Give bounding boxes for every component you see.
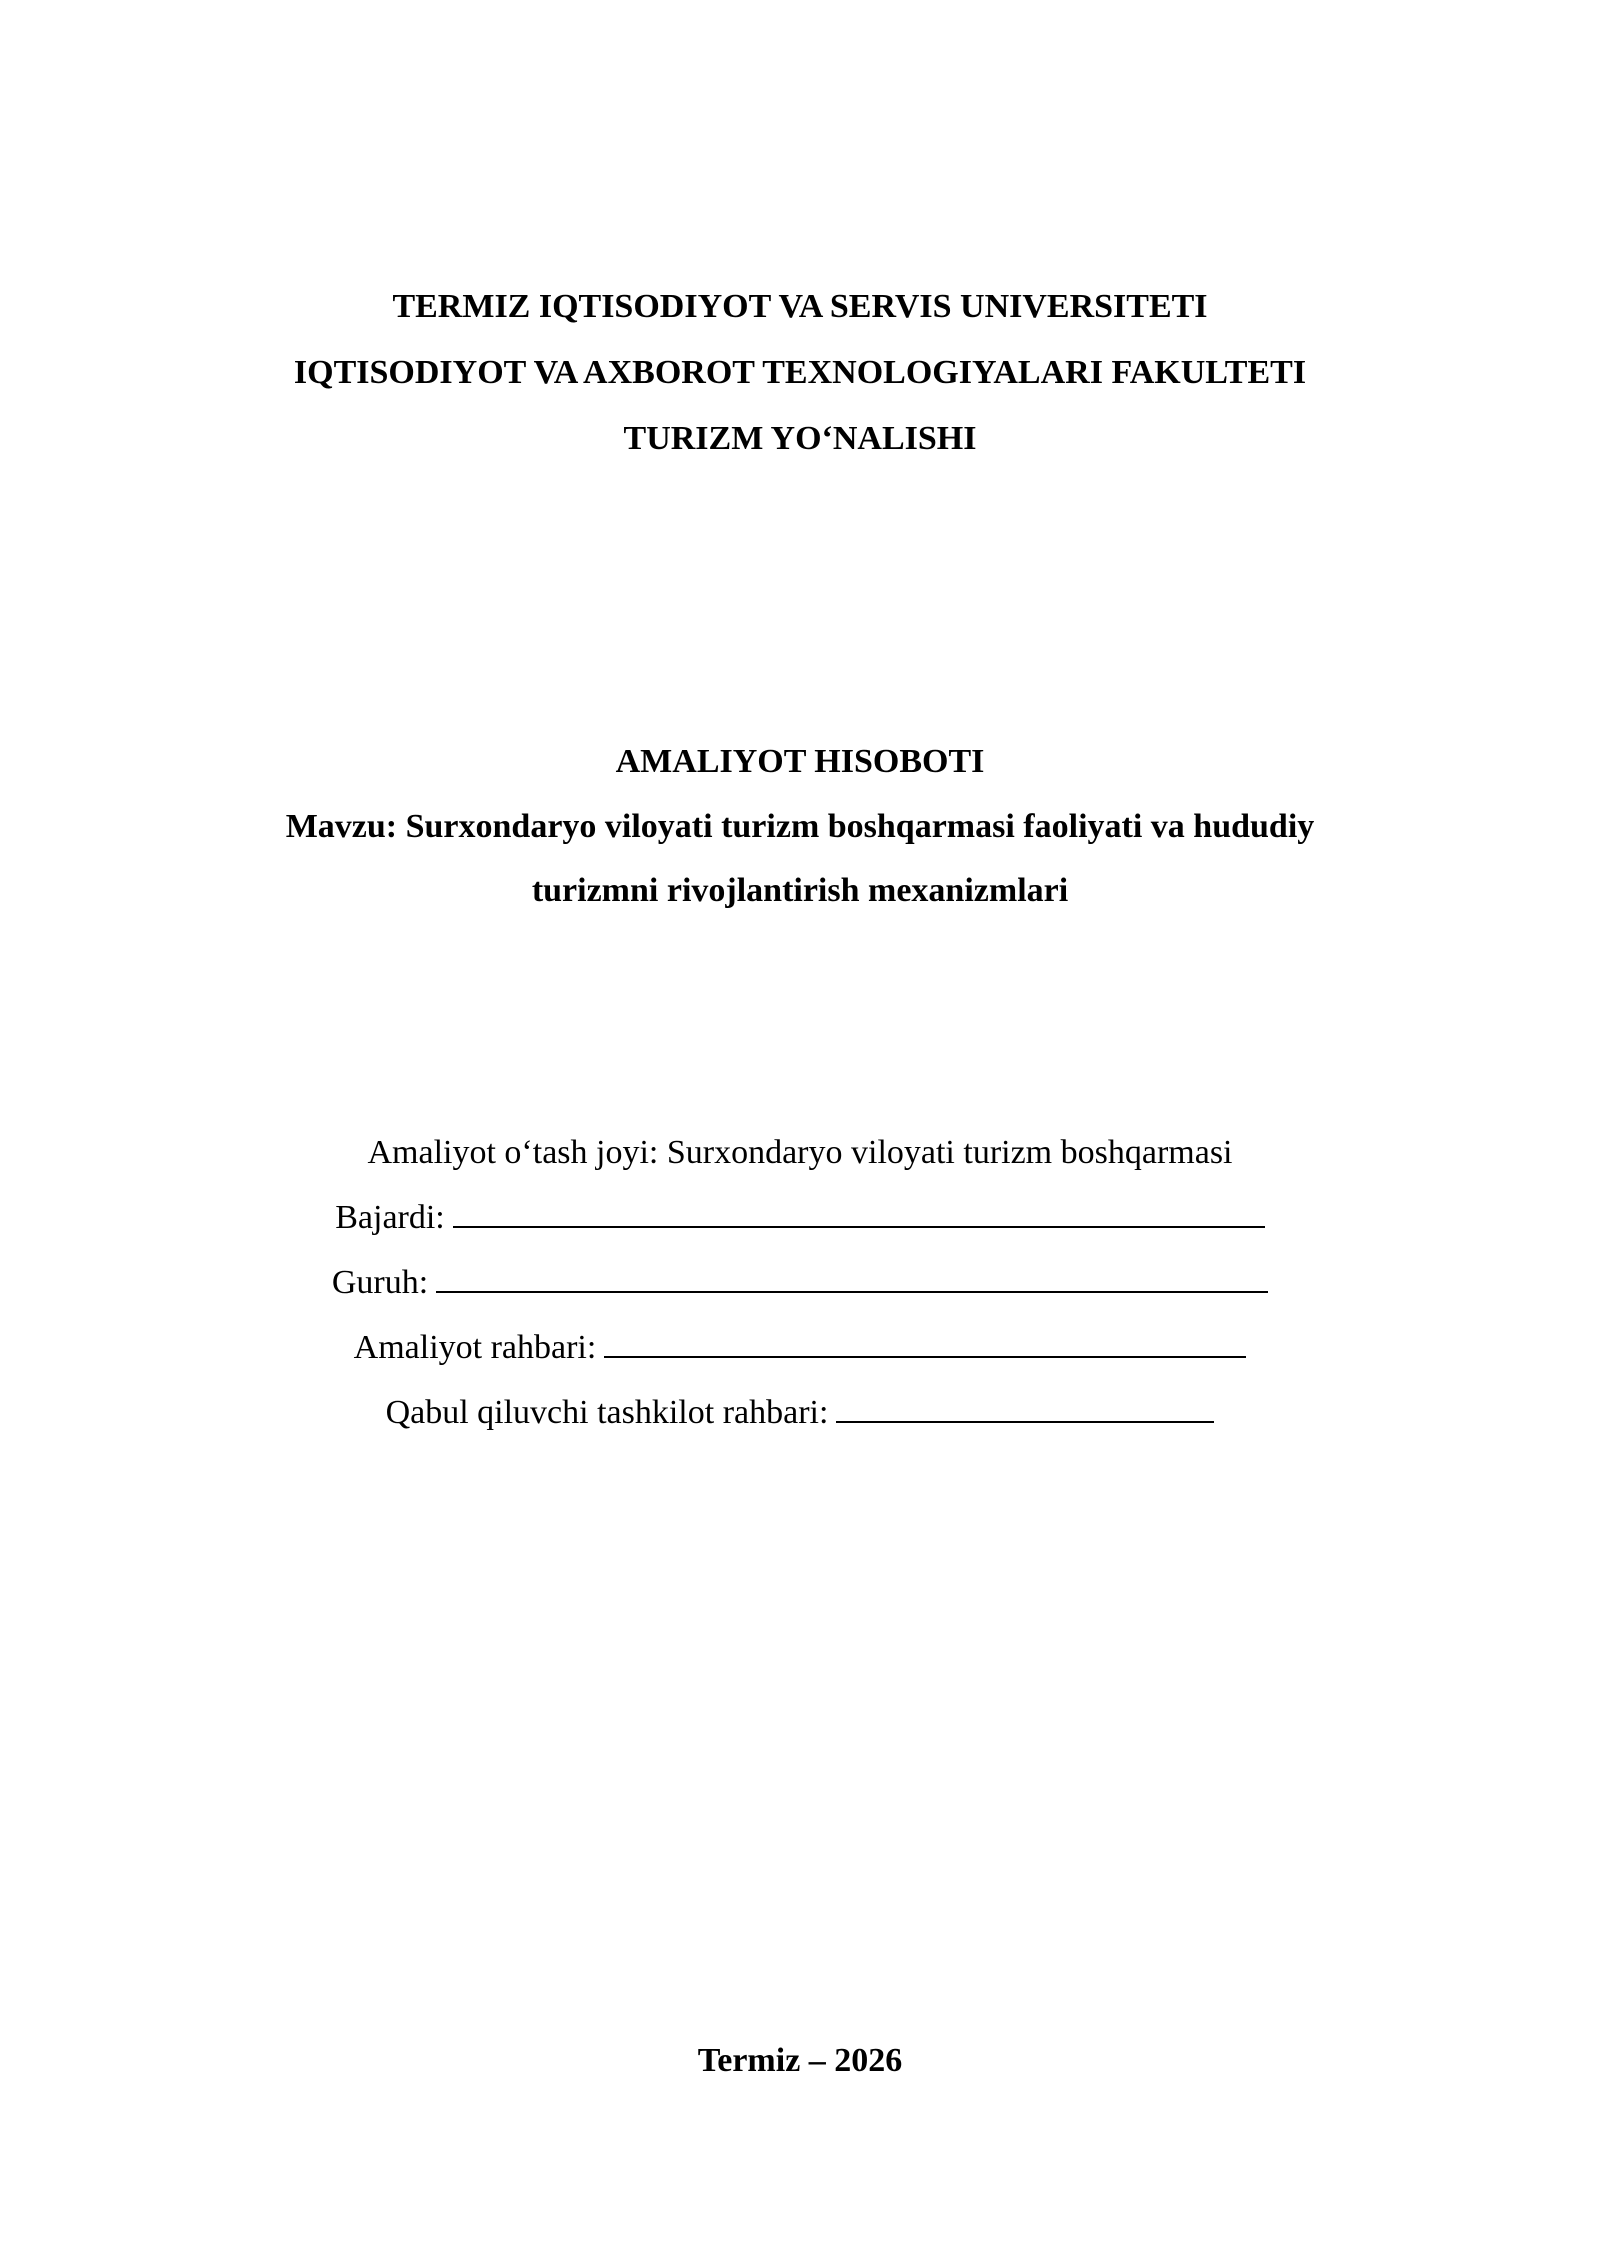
university-name: TERMIZ IQTISODIYOT VA SERVIS UNIVERSITETI xyxy=(392,288,1208,325)
performer-label: Bajardi: xyxy=(335,1199,445,1236)
report-details xyxy=(0,1120,1600,1445)
group-blank xyxy=(436,1267,1268,1293)
host-supervisor-label: Qabul qiluvchi tashkilot rahbari: xyxy=(385,1394,829,1431)
place-year: Termiz – 2026 xyxy=(697,2042,903,2079)
performer-line xyxy=(0,1185,1600,1250)
host-supervisor-blank xyxy=(836,1397,1214,1423)
faculty-name: IQTISODIYOT VA AXBOROT TEXNOLOGIYALARI FAKULTETI xyxy=(293,354,1307,391)
supervisor-blank xyxy=(604,1332,1246,1358)
practice-place: Amaliyot o‘tash joyi: Surxondaryo viloyati turizm boshqarmasi xyxy=(367,1134,1233,1171)
report-heading xyxy=(0,729,1600,923)
report-topic: Mavzu: Surxondaryo viloyati turizm boshqarmasi faoliyati va hududiy turizmni rivojlantirish mexanizmlari xyxy=(285,808,1315,909)
performer-blank xyxy=(453,1202,1265,1228)
host-supervisor-line xyxy=(0,1380,1600,1445)
group-line xyxy=(0,1250,1600,1315)
supervisor-label: Amaliyot rahbari: xyxy=(353,1329,597,1366)
title-header xyxy=(0,274,1600,472)
footer xyxy=(0,2028,1600,2094)
direction-name: TURIZM YO‘NALISHI xyxy=(623,420,977,457)
group-label: Guruh: xyxy=(331,1264,429,1301)
report-title: AMALIYOT HISOBOTI xyxy=(615,743,985,780)
supervisor-line xyxy=(0,1315,1600,1380)
practice-place-line xyxy=(0,1120,1600,1185)
